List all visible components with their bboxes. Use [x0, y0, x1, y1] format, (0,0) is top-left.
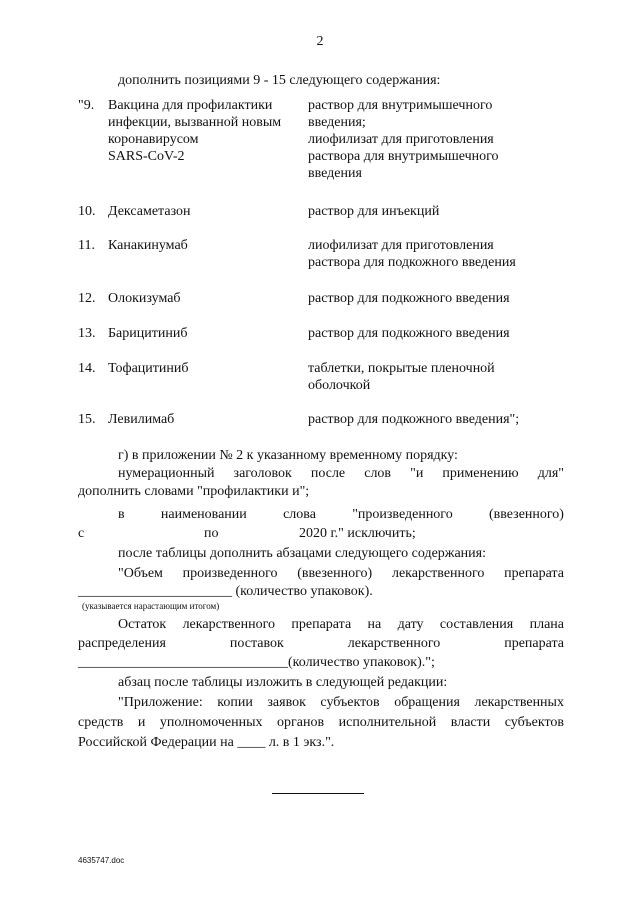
paragraph-appendix-line3: Российской Федерации на ____ л. в 1 экз.".	[78, 735, 335, 750]
item-number: 12.	[78, 291, 96, 306]
word: произведенного	[182, 566, 278, 581]
word: средств	[78, 715, 124, 730]
blank-line: ______________________	[78, 584, 232, 599]
word: "произведенного	[352, 507, 453, 522]
word: (ввезенного)	[489, 507, 564, 522]
word: слов	[364, 466, 392, 481]
word: обращения	[394, 695, 460, 710]
footnote-cumulative: (указывается нарастающим итогом)	[82, 601, 220, 611]
paragraph-appendix	[118, 694, 564, 711]
word: исполнительной	[338, 715, 437, 730]
word: на	[367, 617, 382, 632]
word: лекарственного	[391, 566, 485, 581]
item-form: раствор для инъекций	[308, 204, 440, 219]
paragraph-remainder	[118, 616, 564, 633]
item-form: раствор для подкожного введения	[308, 326, 510, 341]
item-name: Барицитиниб	[108, 326, 188, 341]
item-form: лиофилизат для приготовления раствора для подкожного введения	[308, 238, 516, 270]
item-name: Канакинумаб	[108, 238, 188, 253]
word: заголовок	[233, 466, 292, 481]
word: применению	[442, 466, 519, 481]
word: лекарственного	[182, 617, 276, 632]
word-c: с	[78, 526, 85, 541]
remainder-unit: (количество упаковок).";	[288, 655, 435, 670]
item-number: 11.	[78, 238, 95, 253]
word: "и	[410, 466, 424, 481]
word: составления	[439, 617, 514, 632]
item-form: раствор для подкожного введения	[308, 291, 510, 306]
paragraph-g: г) в приложении № 2 к указанному временному порядку:	[118, 448, 458, 463]
file-footer: 4635747.doc	[78, 856, 125, 865]
word: слова	[283, 507, 316, 522]
word: плана	[529, 617, 564, 632]
item-name: Вакцина для профилактики инфекции, вызванной новым коронавирусом SARS-CoV-2	[108, 98, 282, 164]
word: поставок	[229, 636, 284, 651]
word: уполномоченных	[159, 715, 263, 730]
blank-line: ______________________________	[78, 655, 288, 670]
word: после	[310, 466, 346, 481]
word: (ввезенного)	[297, 566, 373, 581]
item-number: 14.	[78, 361, 96, 376]
word: лекарственного	[347, 636, 441, 651]
item-name: Дексаметазон	[108, 204, 191, 219]
word: наименовании	[160, 507, 247, 522]
end-divider	[272, 793, 364, 794]
word: власти	[450, 715, 491, 730]
word-po: по	[204, 526, 219, 541]
word: лекарственных	[474, 695, 564, 710]
word: заявок	[267, 695, 306, 710]
item-number: "9.	[78, 98, 95, 113]
word: распределения	[78, 636, 166, 651]
word: в	[118, 507, 125, 522]
word: субъектов	[320, 695, 380, 710]
volume-unit: (количество упаковок).	[232, 584, 373, 599]
item-form: таблетки, покрытые пленочной оболочкой	[308, 361, 495, 393]
item-number: 15.	[78, 412, 96, 427]
word: препарата	[504, 636, 564, 651]
word: для"	[537, 466, 564, 481]
paragraph-after-table: после таблицы дополнить абзацами следующего содержания:	[118, 546, 486, 561]
word: нумерационный	[118, 466, 215, 481]
word: органов	[277, 715, 325, 730]
item-name: Левилимаб	[108, 412, 175, 427]
word: Остаток	[118, 617, 167, 632]
word: копии	[217, 695, 253, 710]
paragraph-remainder-line3	[78, 654, 435, 671]
paragraph-naming	[118, 506, 564, 523]
naming-rest: 2020 г." исключить;	[299, 526, 416, 541]
word: "Приложение:	[118, 695, 203, 710]
word: "Объем	[118, 566, 163, 581]
item-form: раствор для внутримышечного введения; лиофилизат для приготовления раствора для внутримышечного введения	[308, 98, 499, 181]
paragraph-numbering	[118, 465, 564, 482]
intro-line: дополнить позициями 9 - 15 следующего содержания:	[118, 73, 441, 88]
item-number: 10.	[78, 204, 96, 219]
paragraph-volume	[118, 565, 564, 582]
paragraph-volume-cont	[78, 583, 373, 600]
paragraph-appendix-line2	[78, 714, 564, 731]
word: дату	[397, 617, 424, 632]
item-form: раствор для подкожного введения";	[308, 412, 520, 427]
paragraph-numbering-cont: дополнить словами "профилактики и";	[78, 484, 310, 499]
word: препарата	[504, 566, 564, 581]
word: и	[137, 715, 146, 730]
word: препарата	[291, 617, 352, 632]
paragraph-remainder-line2	[78, 635, 564, 652]
word: субъектов	[504, 715, 564, 730]
page-number: 2	[316, 34, 324, 49]
item-number: 13.	[78, 326, 96, 341]
item-name: Тофацитиниб	[108, 361, 189, 376]
item-name: Олокизумаб	[108, 291, 181, 306]
paragraph-edit: абзац после таблицы изложить в следующей редакции:	[118, 675, 448, 690]
